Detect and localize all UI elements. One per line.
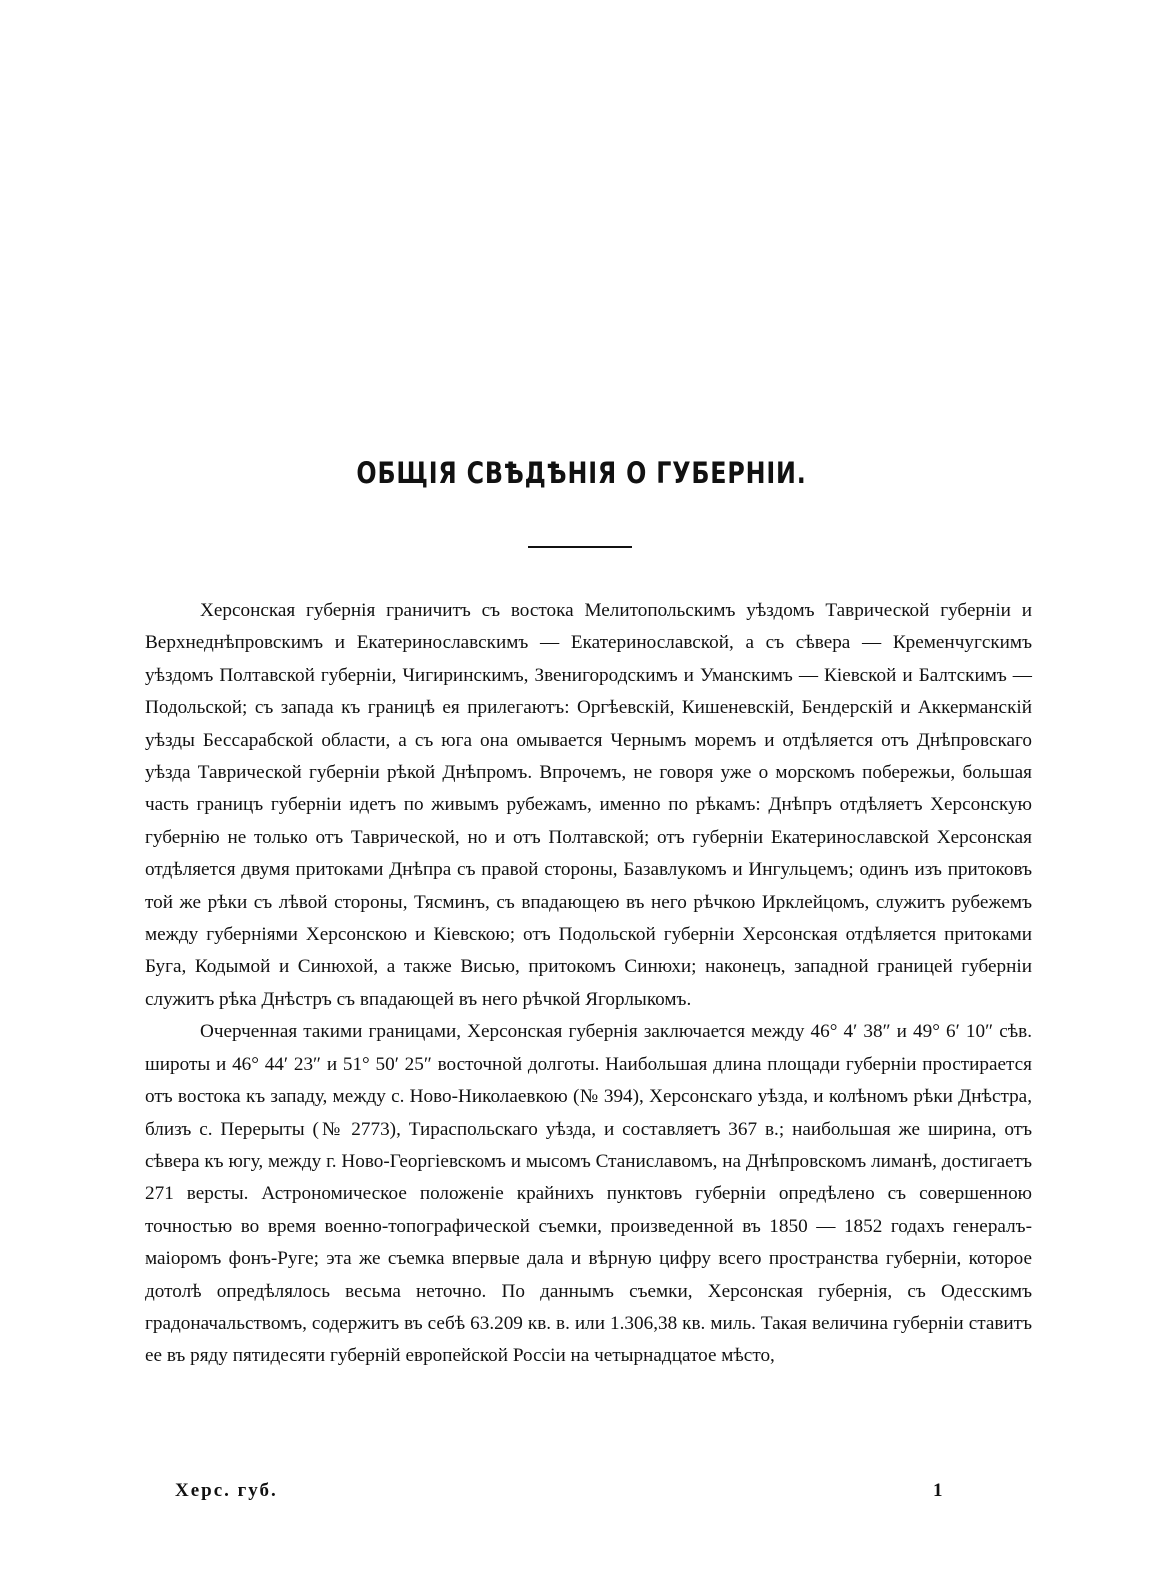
body-text	[145, 595, 1032, 1373]
title-divider	[528, 546, 632, 548]
paragraph-2: Очерченная такими границами, Херсонская губернія заключается между 46° 4′ 38″ и 49° 6′ 10″ сѣв. широты и 46° 44′ 23″ и 51° 50′ 25″ восточной долготы. Наибольшая длина площади губерніи простирается отъ востока къ западу, между с. Ново-Николаевкою (№ 394), Херсонскаго уѣзда, и колѣномъ рѣки Днѣстра, близъ с. Перерыты (№ 2773), Тираспольскаго уѣзда, и составляетъ 367 в.; наибольшая же ширина, отъ сѣвера къ югу, между г. Ново-Георгіевскомъ и мысомъ Станиславомъ, на Днѣпровскомъ лиманѣ, достигаетъ 271 версты. Астрономическое положеніе крайнихъ пунктовъ губерніи опредѣлено съ совершенною точностью во время военно-топографической съемки, произведенной въ 1850 — 1852 годахъ генералъ-маіоромъ фонъ-Руге; эта же съемка впервые дала и вѣрную цифру всего пространства губерніи, которое дотолѣ опредѣлялось весьма неточно. По даннымъ съемки, Херсонская губернія, съ Одесскимъ градоначальствомъ, содержитъ въ себѣ 63.209 кв. в. или 1.306,38 кв. миль. Такая величина губерніи ставитъ ее въ ряду пятидесяти губерній европейской Россіи на четырнадцатое мѣсто,	[145, 1021, 1032, 1367]
page-title: ОБЩІЯ СВѢДѢНІЯ О ГУБЕРНІИ.	[356, 456, 807, 490]
signature-mark: Херс. губ.	[175, 1480, 278, 1501]
page-number: 1	[933, 1480, 945, 1501]
paragraph-1: Херсонская губернія граничитъ съ востока Мелитопольскимъ уѣздомъ Таврической губерніи и Верхнеднѣпровскимъ и Екатеринославскимъ — Екатеринославской, а съ сѣвера — Кременчугскимъ уѣздомъ Полтавской губерніи, Чигиринскимъ, Звенигородскимъ и Уманскимъ — Кіевской и Балтскимъ — Подольской; съ запада къ границѣ ея прилегаютъ: Оргѣевскій, Кишеневскій, Бендерскій и Аккерманскій уѣзды Бессарабской области, а съ юга она омывается Чернымъ моремъ и отдѣляется отъ Днѣпровскаго уѣзда Таврической губерніи рѣкой Днѣпромъ. Впрочемъ, не говоря уже о морскомъ побережьи, большая часть границъ губерніи идетъ по живымъ рубежамъ, именно по рѣкамъ: Днѣпръ отдѣляетъ Херсонскую губернію не только отъ Таврической, но и отъ Полтавской; отъ губерніи Екатеринославской Херсонская отдѣляется двумя притоками Днѣпра съ правой стороны, Базавлукомъ и Ингульцемъ; одинъ изъ притоковъ той же рѣки съ лѣвой стороны, Тясминъ, съ впадающею въ него рѣчкою Ирклейцомъ, служитъ рубежемъ между губерніями Херсонскою и Кіевскою; отъ Подольской губерніи Херсонская отдѣляется притоками Буга, Кодымой и Синюхой, а также Висью, притокомъ Синюхи; наконецъ, западной границей губерніи служитъ рѣка Днѣстръ съ впадающей въ него рѣчкой Ягорлыкомъ.	[145, 600, 1032, 1010]
